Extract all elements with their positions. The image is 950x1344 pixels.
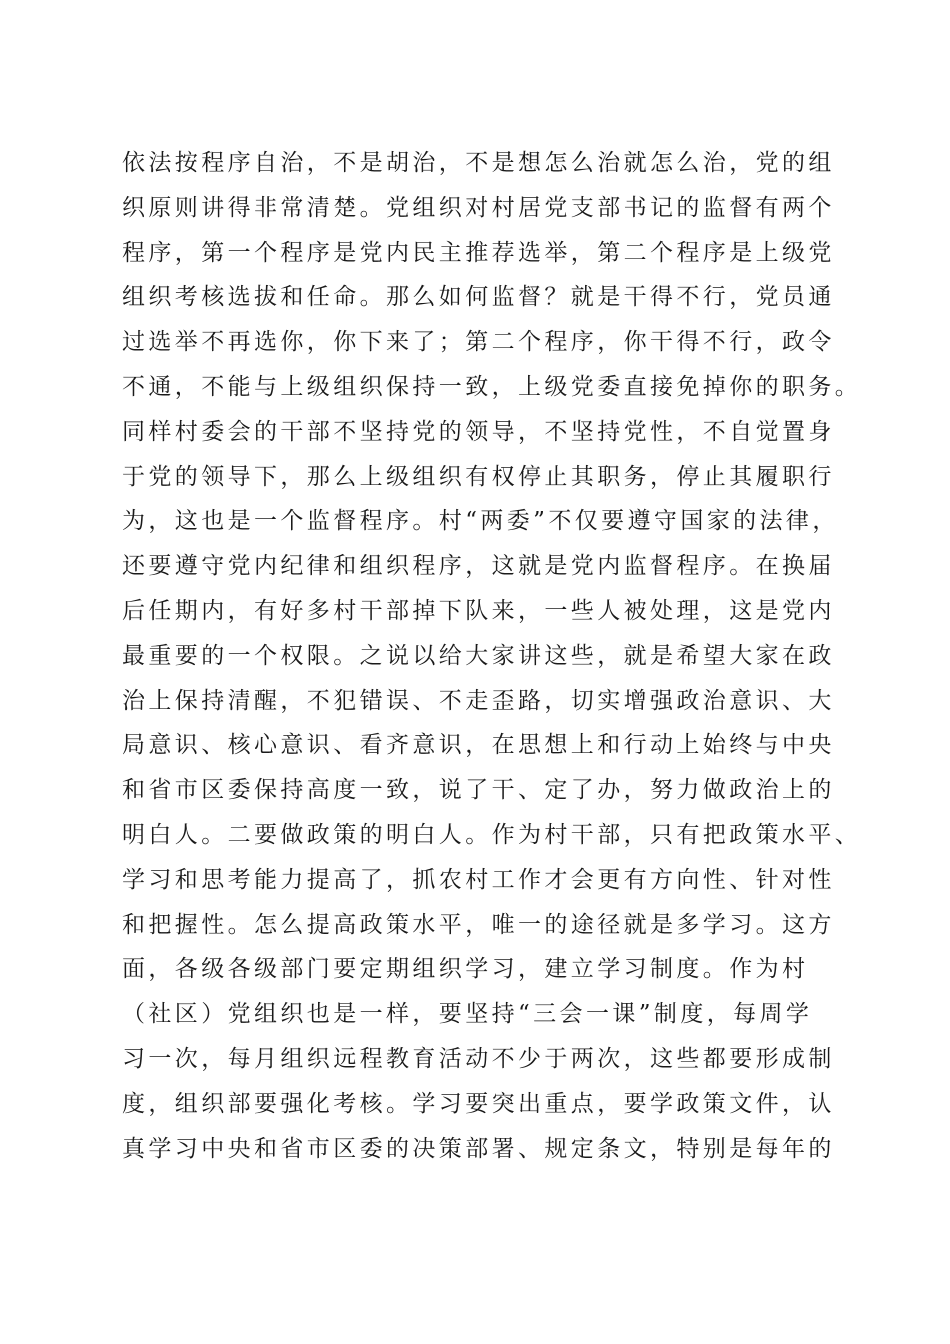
text-line: 最重要的一个权限。之说以给大家讲这些，就是希望大家在政 (122, 642, 835, 669)
text-line: 局意识、核心意识、看齐意识，在思想上和行动上始终与中央 (122, 732, 835, 759)
text-line: 为，这也是一个监督程序。村“两委”不仅要遵守国家的法律， (122, 508, 839, 535)
text-line: 织原则讲得非常清楚。党组织对村居党支部书记的监督有两个 (122, 194, 835, 221)
text-line: 过选举不再选你，你下来了；第二个程序，你干得不行，政令 (122, 329, 835, 356)
text-line: 程序，第一个程序是党内民主推荐选举，第二个程序是上级党 (122, 239, 835, 266)
text-line: 不通，不能与上级组织保持一致，上级党委直接免掉你的职务。 (122, 373, 862, 400)
text-line: 依法按程序自治，不是胡治，不是想怎么治就怎么治，党的组 (122, 150, 835, 176)
text-line: （社区）党组织也是一样，要坚持“三会一课”制度，每周学 (122, 1001, 813, 1028)
text-line: 同样村委会的干部不坚持党的领导，不坚持党性，不自觉置身 (122, 418, 835, 445)
text-line: 组织考核选拔和任命。那么如何监督？就是干得不行，党员通 (122, 284, 835, 311)
text-line: 后任期内，有好多村干部掉下队来，一些人被处理，这是党内 (122, 597, 835, 624)
text-line: 治上保持清醒，不犯错误、不走歪路，切实增强政治意识、大 (122, 687, 835, 714)
text-line: 习一次，每月组织远程教育活动不少于两次，这些都要形成制 (122, 1045, 835, 1072)
text-line: 和省市区委保持高度一致，说了干、定了办，努力做政治上的 (122, 777, 835, 804)
text-line: 学习和思考能力提高了，抓农村工作才会更有方向性、针对性 (122, 866, 835, 893)
document-body (122, 141, 862, 1171)
text-line: 于党的领导下，那么上级组织有权停止其职务，停止其履职行 (122, 463, 835, 490)
text-line: 面，各级各级部门要定期组织学习，建立学习制度。作为村 (122, 956, 809, 983)
text-line: 还要遵守党内纪律和组织程序，这就是党内监督程序。在换届 (122, 553, 835, 580)
text-line: 度，组织部要强化考核。学习要突出重点，要学政策文件，认 (122, 1090, 835, 1117)
text-line: 明白人。二要做政策的明白人。作为村干部，只有把政策水平、 (122, 821, 862, 848)
text-line: 和把握性。怎么提高政策水平，唯一的途径就是多学习。这方 (122, 911, 835, 938)
text-line: 真学习中央和省市区委的决策部署、规定条文，特别是每年的 (122, 1135, 835, 1162)
